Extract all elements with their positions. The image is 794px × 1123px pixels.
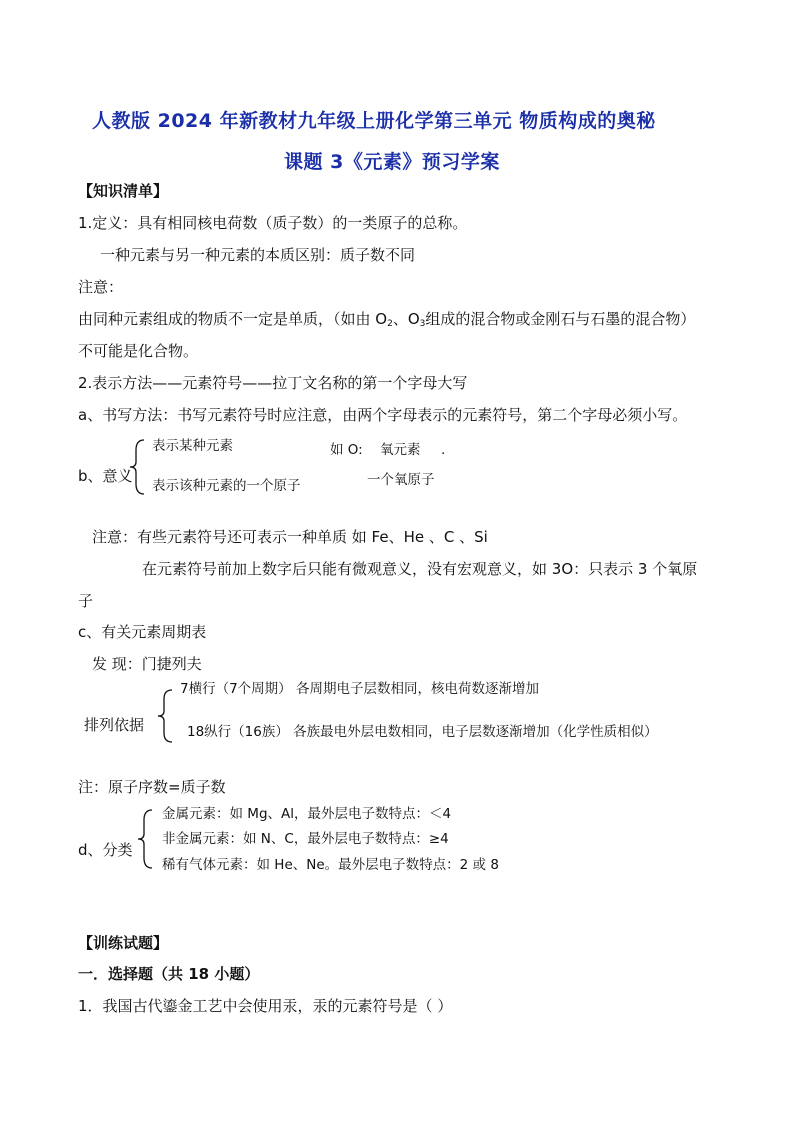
example-label: 如 O:: [330, 442, 363, 458]
example-dot: .: [441, 442, 446, 458]
representation-text: 2.表示方法——元素符号——拉丁文名称的第一个字母大写: [78, 374, 468, 392]
doc-title-line1: 人教版 2024 年新教材九年级上册化学第三单元 物质构成的奥秘: [92, 110, 656, 132]
arrange-label: 排列依据: [84, 716, 145, 734]
atomic-number-note: 注：原子序数=质子数: [78, 778, 226, 796]
classify-nonmetal: 非金属元素：如 N、C，最外层电子数特点：≥4: [162, 831, 449, 847]
writing-method-text: a、书写方法：书写元素符号时应注意，由两个字母表示的元素符号，第二个字母必须小写。: [78, 406, 688, 424]
definition-text: 1.定义：具有相同核电荷数（质子数）的一类原子的总称。: [78, 214, 468, 232]
arrange-columns: 18纵行（16族） 各族最电外层电数相同，电子层数逐渐增加（化学性质相似）: [187, 724, 658, 740]
arrange-brace: [156, 688, 174, 744]
classify-noble-gas: 稀有气体元素：如 He、Ne。最外层电子数特点：2 或 8: [162, 857, 499, 873]
essence-text: 一种元素与另一种元素的本质区别：质子数不同: [100, 246, 416, 264]
classify-label: d、分类: [78, 841, 133, 859]
meaning-brace: [128, 438, 146, 496]
classify-brace: [136, 808, 154, 870]
note-line-1: 由同种元素组成的物质不一定是单质，（如由 $O_2$、$O_3$组成的混合物或金刚石与石墨的混合物）: [78, 310, 696, 329]
knowledge-heading: 【知识清单】: [78, 182, 169, 200]
classify-metal: 金属元素：如 Mg、Al，最外层电子数特点：＜4: [162, 806, 452, 822]
meaning-item-atom: 表示该种元素的一个原子: [152, 478, 301, 494]
periodic-heading: c、有关元素周期表: [78, 623, 207, 641]
arrange-rows: 7横行（7个周期） 各周期电子层数相同，核电荷数逐渐增加: [180, 681, 539, 697]
doc-title-line2: 课题 3《元素》预习学案: [284, 151, 500, 173]
example-item-atom: 一个氧原子: [367, 472, 435, 488]
note2-line-2: 在元素符号前加上数字后只能有微观意义，没有宏观意义，如 3O：只表示 3 个氧原: [142, 560, 698, 578]
note2-line-3: 子: [78, 592, 94, 610]
question-1: 1．我国古代鎏金工艺中会使用汞，汞的元素符号是（ ）: [78, 997, 453, 1015]
example-item-element: 氧元素: [380, 442, 421, 458]
meaning-label: b、意义: [78, 467, 133, 485]
discovery-text: 发 现：门捷列夫: [92, 655, 202, 673]
section-heading: 一．选择题（共 18 小题）: [78, 965, 260, 983]
note2-line-1: 注意：有些元素符号还可表示一种单质 如 Fe、He 、C 、Si: [92, 528, 488, 546]
note-label: 注意：: [78, 278, 124, 296]
training-heading: 【训练试题】: [78, 934, 169, 952]
meaning-item-element: 表示某种元素: [152, 438, 233, 454]
note-line-2: 不可能是化合物。: [78, 342, 199, 360]
